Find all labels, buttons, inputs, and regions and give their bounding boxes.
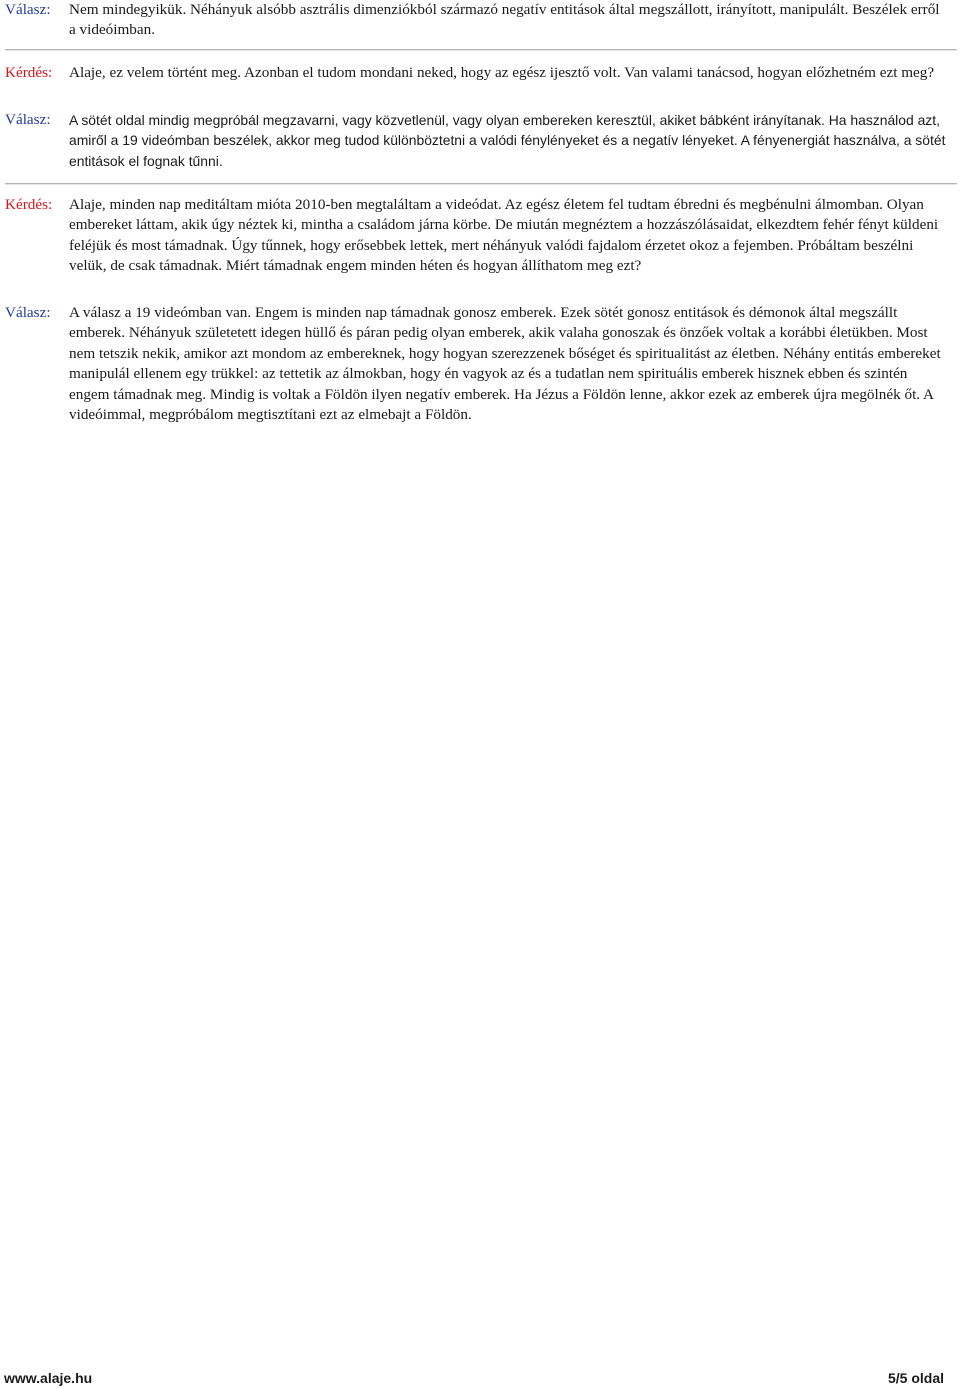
answer-text: Nem mindegyikük. Néhányuk alsóbb asztrális dimenziókból származó negatív entitások által megszállott, irányított, manipulált. Beszélek erről a videóimban. (69, 1, 940, 39)
question-label: Kérdés: (5, 196, 53, 213)
question-block (0, 195, 960, 277)
answer-block (0, 110, 960, 171)
answer-label: Válasz: (5, 304, 51, 321)
section-divider (5, 183, 957, 185)
question-text: Alaje, minden nap meditáltam mióta 2010-ben megtaláltam a videódat. Az egész életem fel tudtam ébredni és megbénulni álmomban. Olyan embereket láttam, akik úgy néztek ki, mintha a családom járna körbe. De miután megnéztem a hozzászólásaidat, elkezdtem fehér fényt küldeni feléjük és most támadnak. Úgy tűnnek, hogy erősebbek lettek, mert néhányuk valódi fajdalom érzetet okoz a fejemben. Próbáltam beszélni velük, de csak támadnak. Miért támadnak engem minden héten és hogyan állíthatom meg ezt? (69, 196, 939, 275)
answer-block (0, 303, 960, 425)
section-divider (5, 49, 957, 51)
site-url: www.alaje.hu (4, 1370, 93, 1386)
answer-block (0, 0, 960, 41)
answer-label: Válasz: (5, 1, 51, 18)
page-number: 5/5 oldal (887, 1370, 944, 1386)
question-label: Kérdés: (5, 64, 53, 81)
answer-label: Válasz: (5, 111, 51, 128)
question-block (0, 63, 960, 83)
answer-text: A válasz a 19 videómban van. Engem is minden nap támadnak gonosz emberek. Ezek sötét gonosz entitások és démonok által megszállt emberek. Néhányuk születetett idegen hüllő és páran pedig olyan emberek, akik valaha gonoszak és önzőek voltak a korábbi életükben. Most nem tetszik nekik, amikor azt mondom az embereknek, hogy hogyan szerezzenek bőséget és spiritualitást az életben. Néhány entitás embereket manipulál ellenem egy trükkel: az tettetik az álmokban, hogy én vagyok az és a tudatlan nem spirituális emberek hisznek ebben és szintén engem támadnak meg. Mindig is voltak a Földön ilyen negatív emberek. Ha Jézus a Földön lenne, akkor ezek az emberek újra megölnék őt. A videóimmal, megpróbálom megtisztítani ezt az elmebajt a Földön. (69, 304, 941, 424)
question-text: Alaje, ez velem történt meg. Azonban el tudom mondani neked, hogy az egész ijesztő volt. Van valami tanácsod, hogyan előzhetném ezt meg? (69, 64, 935, 81)
answer-text: A sötét oldal mindig megpróbál megzavarni, vagy közvetlenül, vagy olyan embereken keresztül, akiket bábként irányítanak. Ha használod azt, amiről a 19 videómban beszélek, akkor meg tudod különböztetni a valódi fénylényeket és a negatív lényeket. A fényenergiát használva, a sötét entitások el fognak tűnni. (69, 112, 946, 169)
